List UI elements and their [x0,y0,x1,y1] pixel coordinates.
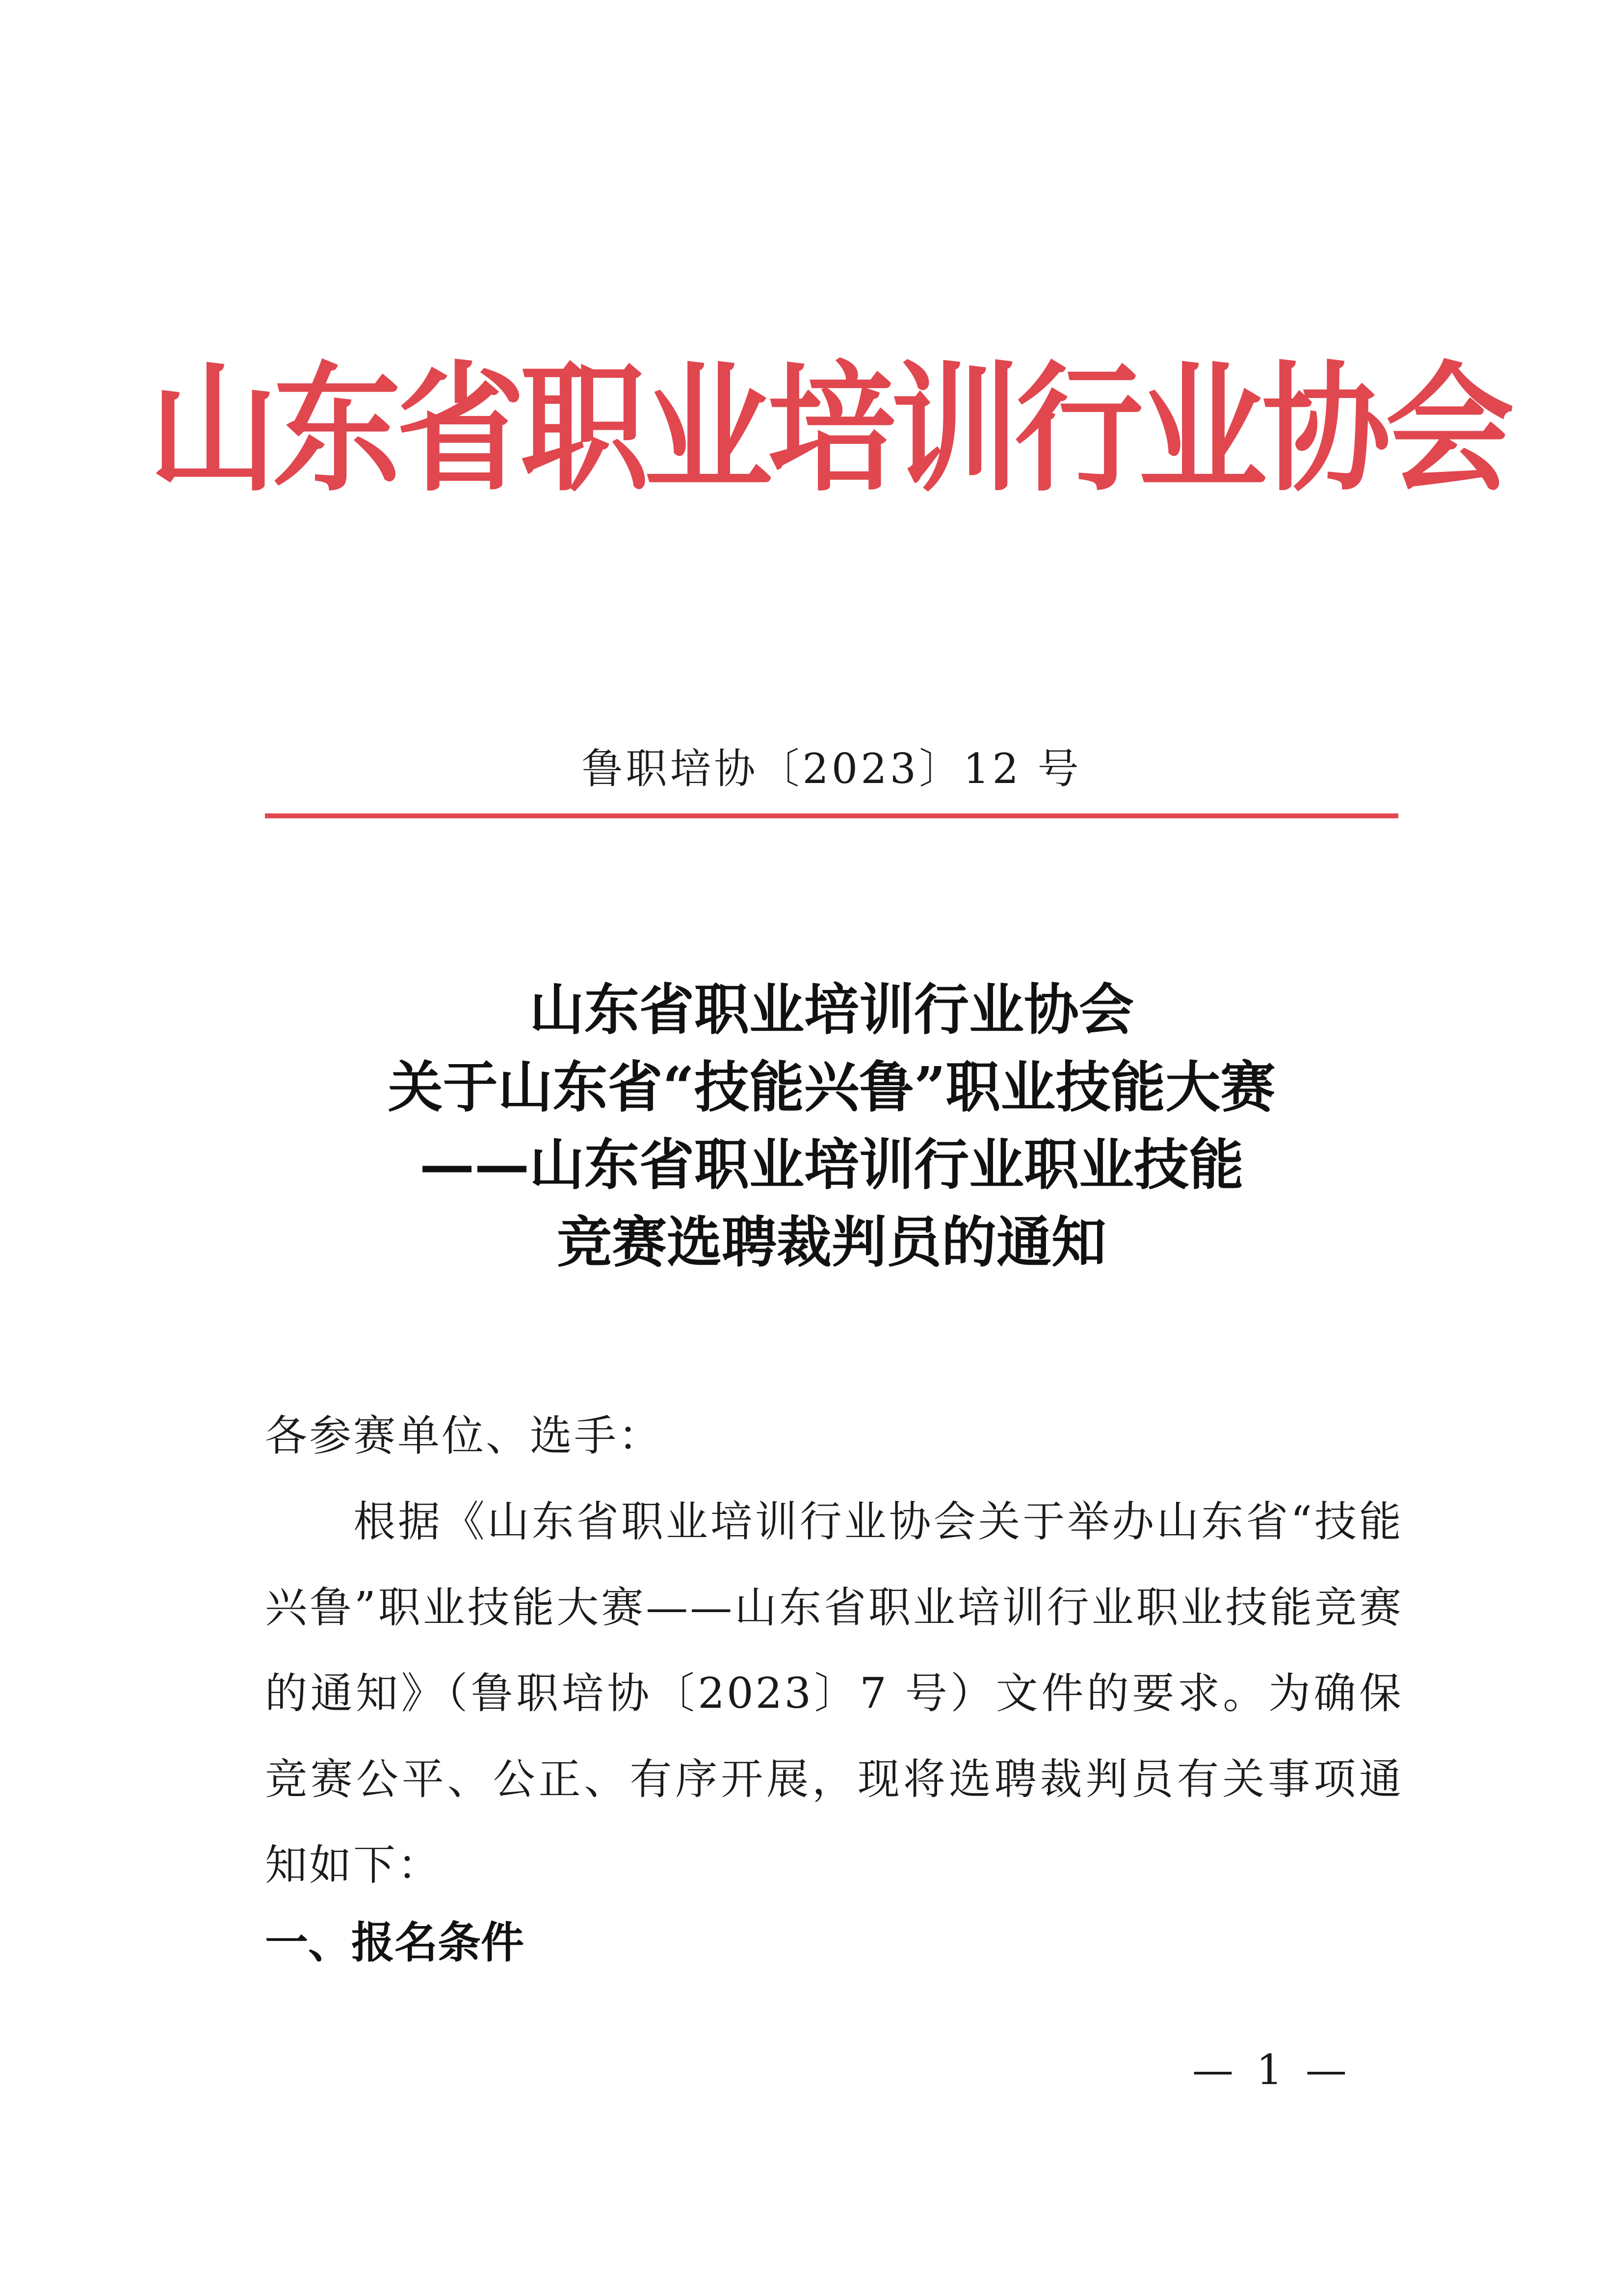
title-line-4: 竞赛选聘裁判员的通知 [557,1210,1106,1275]
red-divider-line [265,813,1398,818]
intro-paragraph: 根据《山东省职业培训行业协会关于举办山东省“技能兴鲁”职业技能大赛——山东省职业培训行业职业技能竞赛的通知》（鲁职培协〔2023〕7 号）文件的要求。为确保竞赛公平、公正、有序开展，现将选聘裁判员有关事项通知如下： [265,1497,1403,1890]
title-line-2: 关于山东省“技能兴鲁”职业技能大赛 [388,1055,1276,1120]
title-line-3: ——山东省职业培训行业职业技能 [419,1133,1244,1197]
document-number: 鲁职培协〔2023〕12 号 [581,745,1082,793]
body-text [265,1393,1403,1908]
section-heading: 一、报名条件 [265,1917,524,1968]
organization-letterhead: 山东省职业培训行业协会 [149,348,1509,510]
document-title [265,971,1398,1281]
title-line-1: 山东省职业培训行业协会 [529,978,1134,1042]
salutation: 各参赛单位、选手： [265,1411,662,1461]
page-number: — 1 — [1192,2046,1352,2094]
